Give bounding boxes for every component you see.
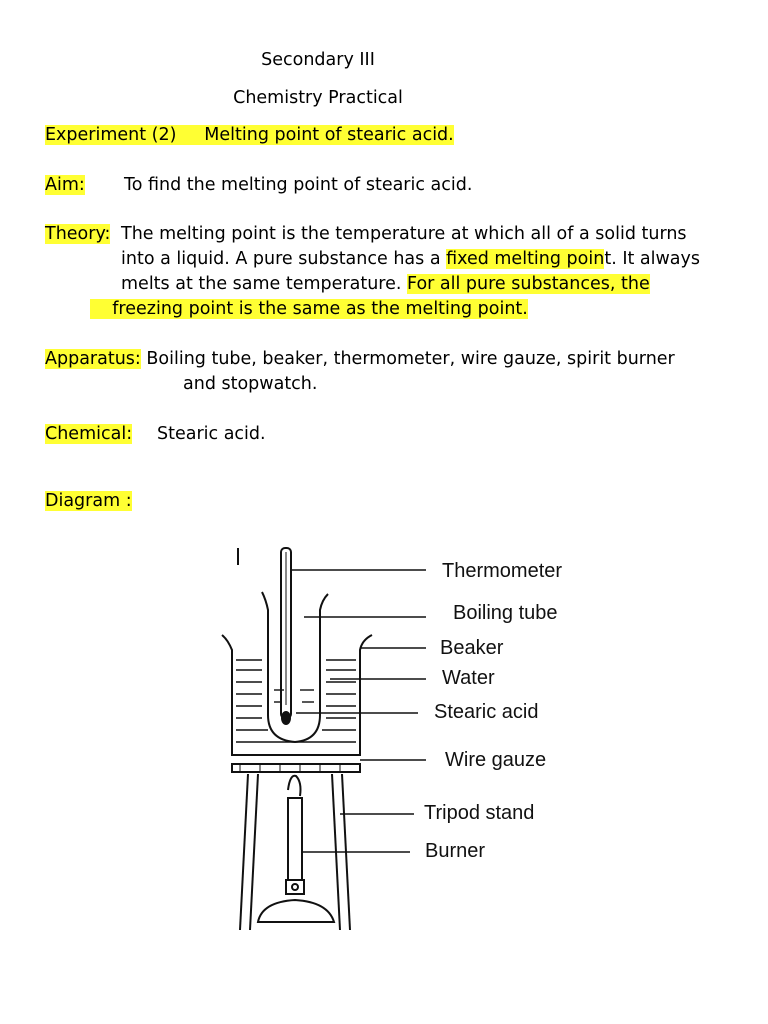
apparatus-label: Apparatus: — [45, 349, 141, 369]
header-level: Secondary III — [261, 50, 375, 70]
apparatus-line-2: and stopwatch. — [183, 374, 318, 394]
label-burner: Burner — [425, 840, 486, 862]
label-boiling-tube: Boiling tube — [453, 602, 558, 624]
chemical-text: Stearic acid. — [157, 424, 266, 444]
water-hatching — [236, 660, 356, 742]
label-thermometer: Thermometer — [442, 560, 563, 582]
experiment-label: Experiment (2) — [45, 125, 177, 145]
theory-label: Theory: — [45, 224, 111, 244]
label-beaker: Beaker — [440, 637, 504, 659]
burner-flame — [288, 776, 301, 796]
label-stearic-acid: Stearic acid — [434, 701, 539, 723]
wire-gauze — [232, 764, 360, 772]
aim-label: Aim: — [45, 175, 85, 195]
burner — [258, 776, 334, 922]
burner-valve — [286, 880, 304, 894]
theory-line-2: into a liquid. A pure substance has a fixed melting point. It always — [121, 249, 700, 269]
thermometer-bulb — [281, 711, 291, 725]
aim-text: To find the melting point of stearic acid. — [124, 175, 473, 195]
diagram-label: Diagram : — [45, 491, 132, 511]
boiling-tube-outline — [262, 592, 328, 742]
theory-line-1: The melting point is the temperature at which all of a solid turns — [121, 224, 687, 244]
label-tripod-stand: Tripod stand — [424, 802, 535, 824]
theory-line-3: melts at the same temperature. For all pure substances, the — [121, 274, 650, 294]
experiment-title: Melting point of stearic acid. — [204, 125, 454, 145]
burner-chimney — [288, 798, 302, 880]
label-wire-gauze: Wire gauze — [445, 749, 547, 771]
beaker-outline — [222, 635, 372, 755]
chemical-label: Chemical: — [45, 424, 133, 444]
theory-line-4: freezing point is the same as the melting point. — [90, 298, 528, 320]
label-water: Water — [442, 667, 495, 689]
burner-base — [258, 900, 334, 922]
apparatus-line-1: Apparatus: Boiling tube, beaker, thermometer, wire gauze, spirit burner — [45, 349, 675, 369]
gauze-hatching — [240, 764, 340, 772]
header-subject: Chemistry Practical — [233, 88, 403, 108]
